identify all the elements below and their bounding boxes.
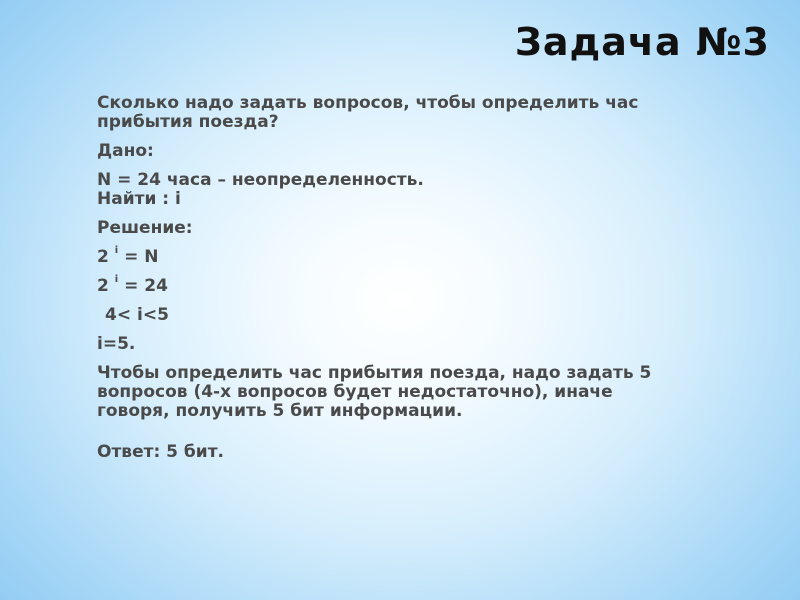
equation-2-rest: = 24 [118,276,168,296]
solution-label: Решение: [97,218,193,238]
conclusion-line-1: Чтобы определить час прибытия поезда, надо задать 5 [97,363,652,383]
question [97,94,737,132]
equation-2-exponent: i [114,274,119,286]
given-value: N = 24 часа – неопределенность. [97,170,424,190]
question-line-1: Сколько надо задать вопросов, чтобы определить час [97,93,639,113]
equation-1 [97,245,737,267]
slide-body [97,94,737,472]
question-line-2: прибытия поезда? [97,112,279,132]
equation-1-base: 2 [97,247,115,267]
equation-1-rest: = N [118,247,159,267]
equation-2-base: 2 [97,276,115,296]
conclusion-line-3: говоря, получить 5 бит информации. [97,401,463,421]
conclusion [97,364,737,421]
equation-2 [97,274,737,296]
inequality: 4< i<5 [105,305,169,325]
given-block [97,171,737,209]
given-label: Дано: [97,141,154,161]
answer: Ответ: 5 бит. [97,442,225,462]
result: i=5. [97,334,136,354]
equation-1-exponent: i [114,245,119,257]
find-line: Найти : i [97,189,181,209]
conclusion-line-2: вопросов (4-х вопросов будет недостаточно), иначе [97,382,613,402]
slide-title: Задача №3 [514,20,770,64]
